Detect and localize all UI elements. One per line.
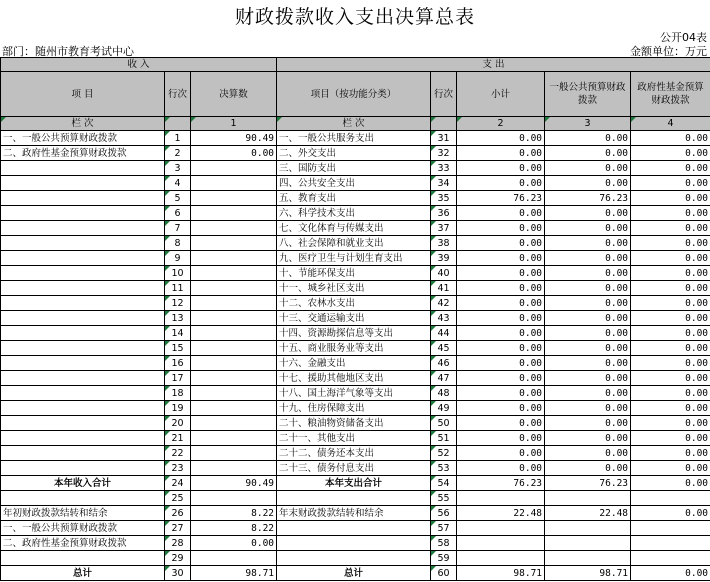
table-row (1, 416, 710, 431)
expense-line-no: 38 (431, 236, 457, 251)
budget-table (0, 57, 710, 581)
expense-line-no: 45 (431, 341, 457, 356)
table-row (1, 386, 710, 401)
expense-general-budget: 98.71 (545, 566, 631, 581)
table-row (1, 176, 710, 191)
expense-general-budget: 0.00 (545, 326, 631, 341)
expense-subtotal: 76.23 (457, 476, 545, 491)
expense-general-budget: 0.00 (545, 416, 631, 431)
income-item (1, 461, 165, 476)
table-row (1, 491, 710, 506)
expense-general-budget: 0.00 (545, 461, 631, 476)
expense-subtotal: 0.00 (457, 356, 545, 371)
expense-general-budget: 76.23 (545, 476, 631, 491)
col-item: 项 目 (1, 72, 165, 117)
expense-general-budget: 76.23 (545, 191, 631, 206)
expense-subtotal: 0.00 (457, 461, 545, 476)
income-amount (191, 431, 277, 446)
expense-item: 二十三、债务付息支出 (277, 461, 431, 476)
expense-gov-fund: 0.00 (631, 251, 710, 266)
expense-subtotal: 0.00 (457, 236, 545, 251)
income-item (1, 311, 165, 326)
income-line-no: 28 (165, 536, 191, 551)
table-row (1, 191, 710, 206)
expense-subtotal: 22.48 (457, 506, 545, 521)
income-line-no: 30 (165, 566, 191, 581)
income-amount (191, 206, 277, 221)
expense-item (277, 491, 431, 506)
expense-line-no: 42 (431, 296, 457, 311)
expense-subtotal: 0.00 (457, 431, 545, 446)
income-line-no: 18 (165, 386, 191, 401)
income-line-no: 1 (165, 131, 191, 146)
table-row (1, 221, 710, 236)
table-row (1, 266, 710, 281)
income-amount (191, 401, 277, 416)
expense-line-no: 43 (431, 311, 457, 326)
expense-subtotal: 76.23 (457, 191, 545, 206)
expense-line-no: 58 (431, 536, 457, 551)
table-row (1, 506, 710, 521)
expense-gov-fund: 0.00 (631, 341, 710, 356)
expense-general-budget: 0.00 (545, 371, 631, 386)
expense-item: 一、一般公共服务支出 (277, 131, 431, 146)
income-item (1, 416, 165, 431)
col-line-no: 行次 (165, 72, 191, 117)
income-line-no: 5 (165, 191, 191, 206)
income-item: 本年收入合计 (1, 476, 165, 491)
income-amount (191, 551, 277, 566)
col-num-1: 1 (191, 117, 277, 131)
income-line-no: 8 (165, 236, 191, 251)
income-amount (191, 281, 277, 296)
expense-line-no: 49 (431, 401, 457, 416)
expense-subtotal: 0.00 (457, 401, 545, 416)
expense-line-no: 35 (431, 191, 457, 206)
expense-item: 二、外交支出 (277, 146, 431, 161)
expense-general-budget: 0.00 (545, 206, 631, 221)
expense-item: 五、教育支出 (277, 191, 431, 206)
col-gov-fund: 政府性基金预算财政拨款 (631, 72, 710, 117)
expense-gov-fund: 0.00 (631, 416, 710, 431)
expense-item: 十九、住房保障支出 (277, 401, 431, 416)
expense-subtotal: 0.00 (457, 206, 545, 221)
expense-subtotal: 0.00 (457, 176, 545, 191)
col-line-no-right: 行次 (431, 72, 457, 117)
income-line-no: 22 (165, 446, 191, 461)
income-amount (191, 296, 277, 311)
expense-gov-fund: 0.00 (631, 221, 710, 236)
expense-item: 十一、城乡社区支出 (277, 281, 431, 296)
income-line-no: 13 (165, 311, 191, 326)
expense-line-no: 56 (431, 506, 457, 521)
expense-item: 二十一、其他支出 (277, 431, 431, 446)
expense-line-no: 36 (431, 206, 457, 221)
expense-item (277, 551, 431, 566)
expense-gov-fund: 0.00 (631, 266, 710, 281)
expense-subtotal: 0.00 (457, 131, 545, 146)
unit-label: 金额单位：万元 (630, 45, 707, 58)
expense-subtotal: 0.00 (457, 446, 545, 461)
income-item (1, 386, 165, 401)
income-item (1, 356, 165, 371)
expense-general-budget (545, 536, 631, 551)
income-line-no: 16 (165, 356, 191, 371)
income-amount (191, 461, 277, 476)
expense-general-budget: 0.00 (545, 401, 631, 416)
table-row (1, 566, 710, 581)
income-item: 二、政府性基金预算财政拨款 (1, 536, 165, 551)
income-amount: 0.00 (191, 146, 277, 161)
expense-gov-fund: 0.00 (631, 356, 710, 371)
expense-gov-fund: 0.00 (631, 206, 710, 221)
income-item: 二、政府性基金预算财政拨款 (1, 146, 165, 161)
income-amount (191, 326, 277, 341)
expense-general-budget: 0.00 (545, 281, 631, 296)
income-amount (191, 161, 277, 176)
income-amount (191, 446, 277, 461)
expense-line-no: 32 (431, 146, 457, 161)
income-line-no: 21 (165, 431, 191, 446)
col-label-right: 栏 次 (277, 117, 431, 131)
expense-gov-fund (631, 491, 710, 506)
expense-general-budget: 0.00 (545, 341, 631, 356)
department-label: 部门：随州市教育考试中心 (2, 45, 134, 58)
expense-subtotal: 0.00 (457, 386, 545, 401)
income-item: 一、一般公共预算财政拨款 (1, 131, 165, 146)
income-amount (191, 311, 277, 326)
expense-item: 十五、商业服务业等支出 (277, 341, 431, 356)
expense-gov-fund: 0.00 (631, 311, 710, 326)
expense-general-budget (545, 491, 631, 506)
income-line-no: 20 (165, 416, 191, 431)
expense-subtotal: 0.00 (457, 281, 545, 296)
income-amount (191, 341, 277, 356)
table-row (1, 446, 710, 461)
expense-item: 七、文化体育与传媒支出 (277, 221, 431, 236)
expense-general-budget: 0.00 (545, 221, 631, 236)
expense-line-no: 59 (431, 551, 457, 566)
expense-item: 十六、金融支出 (277, 356, 431, 371)
expense-general-budget: 0.00 (545, 386, 631, 401)
table-row (1, 536, 710, 551)
expense-subtotal: 0.00 (457, 311, 545, 326)
expense-line-no: 60 (431, 566, 457, 581)
income-line-no: 17 (165, 371, 191, 386)
expense-subtotal (457, 536, 545, 551)
income-amount (191, 236, 277, 251)
expense-gov-fund: 0.00 (631, 461, 710, 476)
expense-subtotal: 0.00 (457, 416, 545, 431)
col-general-budget: 一般公共预算财政拨款 (545, 72, 631, 117)
income-item (1, 296, 165, 311)
expense-general-budget: 0.00 (545, 431, 631, 446)
table-row (1, 551, 710, 566)
expense-general-budget: 0.00 (545, 296, 631, 311)
expense-line-no: 31 (431, 131, 457, 146)
income-line-no: 6 (165, 206, 191, 221)
table-row (1, 296, 710, 311)
table-row (1, 131, 710, 146)
table-row (1, 461, 710, 476)
expense-line-no: 46 (431, 356, 457, 371)
expense-general-budget: 0.00 (545, 266, 631, 281)
expense-line-no: 41 (431, 281, 457, 296)
expense-item: 十、节能环保支出 (277, 266, 431, 281)
income-amount: 8.22 (191, 506, 277, 521)
income-amount (191, 371, 277, 386)
expense-gov-fund: 0.00 (631, 506, 710, 521)
expense-general-budget: 0.00 (545, 251, 631, 266)
expense-general-budget: 0.00 (545, 356, 631, 371)
expense-item: 十七、援助其他地区支出 (277, 371, 431, 386)
col-num-3: 3 (545, 117, 631, 131)
col-label-left: 栏 次 (1, 117, 165, 131)
expense-item: 总计 (277, 566, 431, 581)
table-row (1, 206, 710, 221)
expense-item: 八、社会保障和就业支出 (277, 236, 431, 251)
income-line-no: 29 (165, 551, 191, 566)
income-amount (191, 191, 277, 206)
col-item-function: 项目（按功能分类） (277, 72, 431, 117)
col-label-blank-right (431, 117, 457, 131)
income-amount (191, 221, 277, 236)
income-line-no: 11 (165, 281, 191, 296)
income-item (1, 326, 165, 341)
income-item (1, 446, 165, 461)
income-item (1, 266, 165, 281)
expense-subtotal: 0.00 (457, 296, 545, 311)
income-item: 年初财政拨款结转和结余 (1, 506, 165, 521)
expense-general-budget (545, 551, 631, 566)
col-num-2: 2 (457, 117, 545, 131)
expense-line-no: 39 (431, 251, 457, 266)
expense-header: 支 出 (277, 58, 710, 72)
expense-subtotal: 0.00 (457, 251, 545, 266)
expense-line-no: 34 (431, 176, 457, 191)
income-amount (191, 386, 277, 401)
expense-gov-fund: 0.00 (631, 476, 710, 491)
expense-gov-fund: 0.00 (631, 236, 710, 251)
table-row (1, 281, 710, 296)
income-item (1, 191, 165, 206)
income-amount (191, 491, 277, 506)
expense-subtotal: 0.00 (457, 371, 545, 386)
expense-line-no: 51 (431, 431, 457, 446)
expense-line-no: 37 (431, 221, 457, 236)
expense-item: 二十、粮油物资储备支出 (277, 416, 431, 431)
col-num-4: 4 (631, 117, 710, 131)
table-row (1, 371, 710, 386)
income-item (1, 341, 165, 356)
expense-gov-fund: 0.00 (631, 146, 710, 161)
expense-subtotal (457, 521, 545, 536)
income-amount (191, 416, 277, 431)
expense-item: 二十二、债务还本支出 (277, 446, 431, 461)
table-row (1, 161, 710, 176)
expense-line-no: 53 (431, 461, 457, 476)
income-header: 收 入 (1, 58, 277, 72)
expense-item: 本年支出合计 (277, 476, 431, 491)
expense-line-no: 57 (431, 521, 457, 536)
expense-subtotal: 98.71 (457, 566, 545, 581)
expense-gov-fund: 0.00 (631, 446, 710, 461)
income-item (1, 176, 165, 191)
income-line-no: 4 (165, 176, 191, 191)
expense-general-budget: 0.00 (545, 131, 631, 146)
expense-gov-fund: 0.00 (631, 371, 710, 386)
expense-general-budget: 0.00 (545, 311, 631, 326)
expense-line-no: 55 (431, 491, 457, 506)
income-amount (191, 356, 277, 371)
table-row (1, 341, 710, 356)
expense-item: 十三、交通运输支出 (277, 311, 431, 326)
expense-line-no: 48 (431, 386, 457, 401)
expense-general-budget: 0.00 (545, 146, 631, 161)
expense-item: 六、科学技术支出 (277, 206, 431, 221)
expense-gov-fund: 0.00 (631, 431, 710, 446)
expense-item: 十四、资源勘探信息等支出 (277, 326, 431, 341)
form-code: 公开04表 (660, 31, 707, 44)
income-amount: 8.22 (191, 521, 277, 536)
expense-gov-fund: 0.00 (631, 296, 710, 311)
income-line-no: 3 (165, 161, 191, 176)
income-amount (191, 266, 277, 281)
income-item (1, 371, 165, 386)
expense-item (277, 521, 431, 536)
income-item: 一、一般公共预算财政拨款 (1, 521, 165, 536)
expense-general-budget: 0.00 (545, 161, 631, 176)
expense-item: 十二、农林水支出 (277, 296, 431, 311)
income-line-no: 14 (165, 326, 191, 341)
expense-gov-fund: 0.00 (631, 386, 710, 401)
expense-line-no: 52 (431, 446, 457, 461)
income-line-no: 10 (165, 266, 191, 281)
expense-gov-fund: 0.00 (631, 161, 710, 176)
income-amount (191, 176, 277, 191)
col-label-blank (165, 117, 191, 131)
expense-item: 九、医疗卫生与计划生育支出 (277, 251, 431, 266)
expense-line-no: 54 (431, 476, 457, 491)
expense-subtotal: 0.00 (457, 326, 545, 341)
table-row (1, 431, 710, 446)
income-item (1, 251, 165, 266)
table-row (1, 401, 710, 416)
table-row (1, 146, 710, 161)
income-line-no: 25 (165, 491, 191, 506)
expense-line-no: 33 (431, 161, 457, 176)
table-row (1, 476, 710, 491)
expense-subtotal: 0.00 (457, 221, 545, 236)
income-line-no: 19 (165, 401, 191, 416)
expense-subtotal: 0.00 (457, 266, 545, 281)
expense-subtotal: 0.00 (457, 146, 545, 161)
income-line-no: 24 (165, 476, 191, 491)
income-item (1, 401, 165, 416)
expense-line-no: 44 (431, 326, 457, 341)
income-item: 总计 (1, 566, 165, 581)
expense-general-budget: 0.00 (545, 236, 631, 251)
expense-gov-fund: 0.00 (631, 326, 710, 341)
income-line-no: 27 (165, 521, 191, 536)
income-amount: 98.71 (191, 566, 277, 581)
income-line-no: 7 (165, 221, 191, 236)
income-item (1, 221, 165, 236)
expense-gov-fund: 0.00 (631, 131, 710, 146)
expense-subtotal (457, 551, 545, 566)
expense-line-no: 47 (431, 371, 457, 386)
expense-subtotal (457, 491, 545, 506)
expense-item: 四、公共安全支出 (277, 176, 431, 191)
income-line-no: 9 (165, 251, 191, 266)
expense-general-budget: 0.00 (545, 446, 631, 461)
expense-line-no: 40 (431, 266, 457, 281)
expense-line-no: 50 (431, 416, 457, 431)
expense-general-budget (545, 521, 631, 536)
income-item (1, 281, 165, 296)
table-row (1, 236, 710, 251)
income-line-no: 2 (165, 146, 191, 161)
table-row (1, 521, 710, 536)
income-line-no: 23 (165, 461, 191, 476)
expense-gov-fund: 0.00 (631, 176, 710, 191)
income-item (1, 551, 165, 566)
expense-gov-fund (631, 521, 710, 536)
income-item (1, 431, 165, 446)
col-subtotal: 小计 (457, 72, 545, 117)
col-final-amount: 决算数 (191, 72, 277, 117)
income-item (1, 206, 165, 221)
expense-general-budget: 0.00 (545, 176, 631, 191)
expense-item: 三、国防支出 (277, 161, 431, 176)
income-line-no: 15 (165, 341, 191, 356)
table-row (1, 326, 710, 341)
income-amount: 90.49 (191, 131, 277, 146)
expense-general-budget: 22.48 (545, 506, 631, 521)
income-amount: 0.00 (191, 536, 277, 551)
table-row (1, 251, 710, 266)
expense-subtotal: 0.00 (457, 161, 545, 176)
page-title: 财政拨款收入支出决算总表 (234, 6, 475, 28)
expense-gov-fund (631, 551, 710, 566)
income-line-no: 26 (165, 506, 191, 521)
income-item (1, 236, 165, 251)
expense-item: 年末财政拨款结转和结余 (277, 506, 431, 521)
table-row (1, 356, 710, 371)
expense-gov-fund (631, 536, 710, 551)
table-row (1, 311, 710, 326)
expense-subtotal: 0.00 (457, 341, 545, 356)
expense-item (277, 536, 431, 551)
income-line-no: 12 (165, 296, 191, 311)
expense-gov-fund: 0.00 (631, 191, 710, 206)
income-item (1, 161, 165, 176)
expense-gov-fund: 0.00 (631, 401, 710, 416)
income-amount (191, 251, 277, 266)
income-item (1, 491, 165, 506)
income-amount: 90.49 (191, 476, 277, 491)
expense-gov-fund: 0.00 (631, 281, 710, 296)
expense-gov-fund: 0.00 (631, 566, 710, 581)
expense-item: 十八、国土海洋气象等支出 (277, 386, 431, 401)
